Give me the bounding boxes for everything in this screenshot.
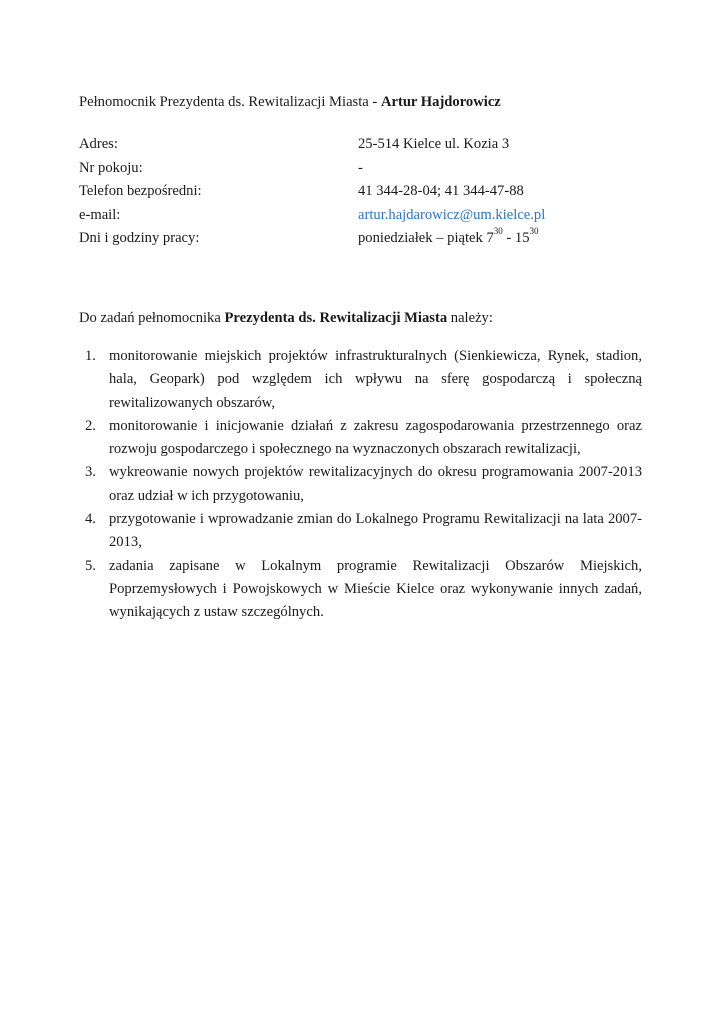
- list-item-text: zadania zapisane w Lokalnym programie Rewitalizacji Obszarów Miejskich, Poprzemysłowych i Powojskowych w Mieście Kielce oraz wykonywanie innych zadań, wynikających z ustaw szczególnych.: [109, 557, 642, 621]
- address-label: Adres:: [79, 136, 118, 152]
- hours-days: poniedziałek – piątek 7: [358, 230, 494, 246]
- list-item-text: wykreowanie nowych projektów rewitalizacyjnych do okresu programowania 2007-2013 oraz udział w ich przygotowaniu,: [109, 464, 642, 504]
- duties-intro: [79, 310, 493, 327]
- room-row: [79, 159, 639, 183]
- email-link[interactable]: artur.hajdarowicz@um.kielce.pl: [358, 206, 546, 223]
- address-row: [79, 135, 639, 159]
- list-item: [79, 508, 642, 555]
- list-item-number: 2.: [85, 417, 96, 434]
- email-label: e-mail:: [79, 206, 121, 223]
- list-item-text: monitorowanie i inicjowanie działań z zakresu zagospodarowania przestrzennego oraz rozwoju gospodarczego i społecznego na wyznaczonych obszarach rewitalizacji,: [109, 417, 642, 458]
- page-title: [79, 94, 501, 111]
- list-item-text: monitorowanie miejskich projektów infrastrukturalnych (Sienkiewicza, Rynek, stadion, hala, Geopark) pod względem ich wpływu na sferę gospodarczą i społeczną rewitalizowanych obszarów,: [109, 348, 642, 411]
- list-item: [79, 415, 642, 462]
- intro-bold: Prezydenta ds. Rewitalizacji Miasta: [224, 310, 448, 326]
- list-item-number: 5.: [85, 557, 96, 574]
- duties-list: [79, 345, 642, 625]
- room-label: Nr pokoju:: [79, 159, 143, 176]
- title-prefix: Pełnomocnik Prezydenta ds. Rewitalizacji Miasta -: [79, 94, 381, 110]
- intro-prefix: Do zadań pełnomocnika: [79, 310, 225, 326]
- list-item-text: przygotowanie i wprowadzanie zmian do Lokalnego Programu Rewitalizacji na lata 2007-2013,: [109, 511, 642, 551]
- list-item-number: 4.: [85, 511, 96, 528]
- phone-value: 41 344-28-04; 41 344-47-88: [358, 183, 524, 199]
- title-name: Artur Hajdorowicz: [380, 94, 501, 110]
- list-item: [79, 461, 642, 508]
- contact-info-table: [79, 135, 639, 253]
- hours-value: [358, 226, 539, 247]
- hours-start-minutes: 30: [493, 226, 503, 237]
- phone-row: [79, 182, 639, 206]
- list-item: [79, 555, 642, 625]
- list-item: [79, 345, 642, 415]
- room-value: -: [358, 159, 363, 176]
- hours-end-minutes: 30: [529, 226, 539, 237]
- email-row: [79, 206, 639, 230]
- phone-label: Telefon bezpośredni:: [79, 183, 202, 199]
- list-item-number: 3.: [85, 464, 96, 481]
- hours-label: Dni i godziny pracy:: [79, 230, 200, 246]
- list-item-number: 1.: [85, 348, 96, 364]
- email-value-wrap: [358, 206, 545, 224]
- hours-row: [79, 226, 639, 253]
- address-value: 25-514 Kielce ul. Kozia 3: [358, 136, 510, 152]
- intro-suffix: należy:: [447, 310, 493, 326]
- hours-separator: - 15: [502, 230, 530, 246]
